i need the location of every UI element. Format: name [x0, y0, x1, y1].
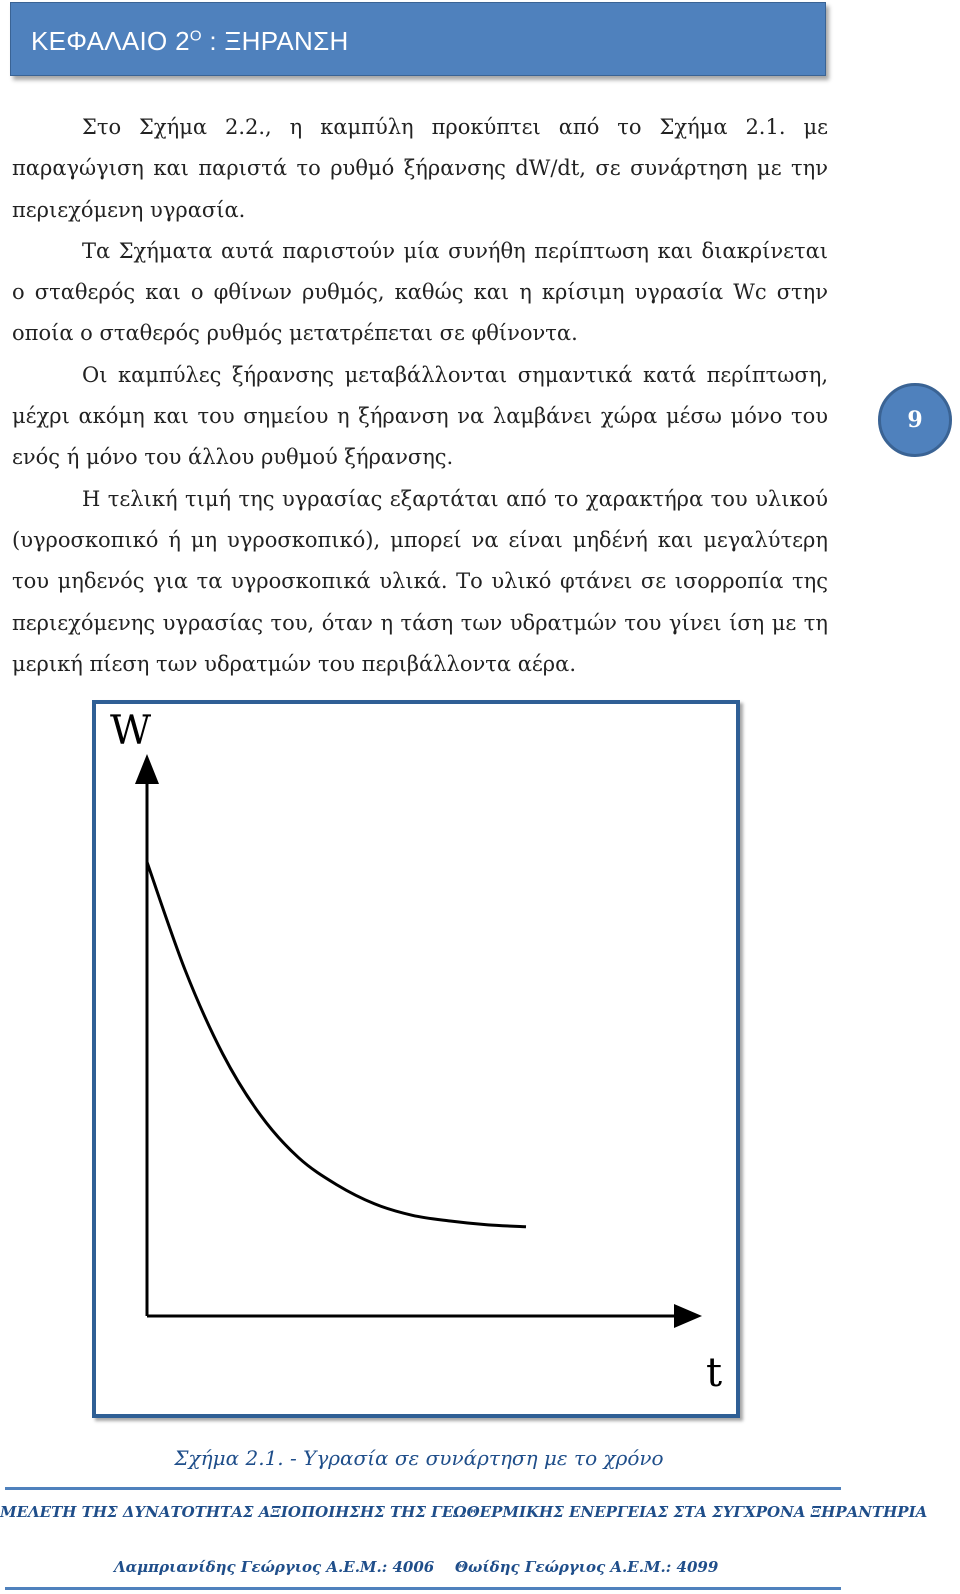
moisture-curve	[147, 862, 526, 1227]
y-axis-arrow	[135, 754, 159, 784]
chapter-title-suffix: : ΞΗΡΑΝΣΗ	[201, 26, 349, 56]
paragraph-4: Η τελική τιμή της υγρασίας εξαρτάται από το χαρακτήρα του υλικού (υγροσκοπικό ή μη υγροσκοπικό), μπορεί να είναι μηδένή και μεγαλύτερη του μηδενός για τα υγροσκοπικά υλικά. Το υλικό φτάνει σε ισορροπία της περιεχόμενης υγρασίας του, όταν η τάση των υδρατμών του γίνει ίση με τη μερική πίεση των υδρατμών του περιβάλλοντα αέρα.	[12, 486, 828, 676]
chapter-title-sup: Ο	[189, 27, 202, 45]
footer-author-2: Θωίδης Γεώργιος Α.Ε.Μ.: 4099	[455, 1558, 719, 1576]
figure-moisture-vs-time	[92, 700, 740, 1418]
paragraph-3: Οι καμπύλες ξήρανσης μεταβάλλονται σημαντικά κατά περίπτωση, μέχρι ακόμη και του σημείου η ξήρανση να λαμβάνει χώρα μέσω μόνο του ενός ή μόνο του άλλου ρυθμού ξήρανσης.	[12, 362, 828, 470]
chapter-header	[10, 2, 826, 76]
body-text	[12, 107, 828, 685]
x-axis-arrow	[674, 1304, 702, 1328]
chapter-title	[31, 26, 349, 57]
paragraph-1: Στο Σχήμα 2.2., η καμπύλη προκύπτει από το Σχήμα 2.1. με παραγώγιση και παριστά το ρυθμό ξήρανσης dW/dt, σε συνάρτηση με την περιεχόμενη υγρασία.	[12, 115, 828, 222]
x-axis-label: t	[706, 1350, 723, 1396]
page-number: 9	[907, 407, 923, 433]
footer-author-1: Λαμπριανίδης Γεώργιος Α.Ε.Μ.: 4006	[114, 1558, 435, 1576]
y-axis-label: W	[110, 708, 152, 754]
page-number-badge	[878, 383, 952, 457]
footer-thesis-title: ΜΕΛΕΤΗ ΤΗΣ ΔΥΝΑΤΟΤΗΤΑΣ ΑΞΙΟΠΟΙΗΣΗΣ ΤΗΣ ΓΕΩΘΕΡΜΙΚΗΣ ΕΝΕΡΓΕΙΑΣ ΣΤΑ ΣΥΓΧΡΟΝΑ ΞΗΡΑΝΤΗΡΙΑ	[0, 1503, 928, 1521]
figure-plot	[96, 704, 736, 1414]
footer-rule-top	[5, 1487, 841, 1490]
paragraph-2: Τα Σχήματα αυτά παριστούν μία συνήθη περίπτωση και διακρίνεται ο σταθερός και ο φθίνων ρυθμός, καθώς και η κρίσιμη υγρασία Wc στην οποία ο σταθερός ρυθμός μετατρέπεται σε φθίνοντα.	[12, 238, 828, 346]
chapter-title-prefix: ΚΕΦΑΛΑΙΟ 2	[31, 26, 190, 56]
footer-rule-bottom	[5, 1587, 841, 1590]
figure-caption: Σχήμα 2.1. - Υγρασία σε συνάρτηση με το χρόνο	[174, 1446, 664, 1470]
